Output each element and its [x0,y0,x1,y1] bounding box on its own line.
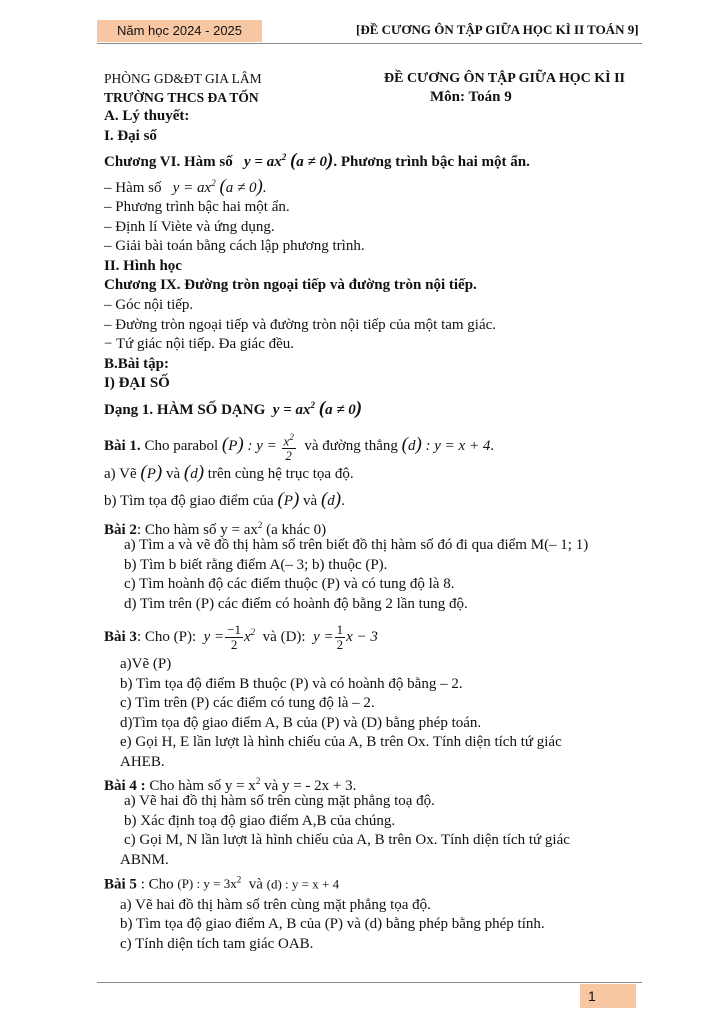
exercise-3-label: Bài 3 [104,629,137,645]
exercise-2c: c) Tìm hoành độ các điểm thuộc (P) và có tung độ là 8. [124,576,455,592]
fraction-x2-over-2: $\frac{x^2}{2}$ [283,432,294,464]
department-name: PHÒNG GD&ĐT GIA LÂM [104,71,262,86]
exercise-2a: a) Tìm a và vẽ đồ thị hàm số trên biết đồ thị hàm số đó đi qua điểm M(– 1; 1) [124,537,589,553]
geometry-item-3: − Tứ giác nội tiếp. Đa giác đều. [104,336,295,352]
exercise-4c: c) Gọi M, N lần lượt là hình chiếu của A, B trên Ox. Tính diện tích tứ giác [124,832,570,848]
fraction-neg1-over-2: $\frac{-1}{2}$ [227,622,241,653]
exercise-1a-and: và [165,466,181,482]
exercise-3b: b) Tìm tọa độ điểm B thuộc (P) và có hoành độ bằng – 2. [120,676,463,692]
exercise-1b-and: và [303,493,318,509]
geometry-heading: II. Hình học [104,258,182,274]
exercise-2: Bài 2: Cho hàm số $y = ax^2$ (a khác 0) [104,520,327,538]
theory-heading: A. Lý thuyết: [104,108,190,124]
exercise-5: Bài 5 : Cho (P) : $y = 3x^2$ và (d) : y = x + 4 [104,875,340,893]
algebra-heading: I. Đại số [104,128,157,144]
chapter-6-label-end: . Phương trình bậc hai một ẩn. [333,154,530,170]
outline-title: ĐỀ CƯƠNG ÔN TẬP GIỮA HỌC KÌ II [384,71,626,86]
exercise-2-tail: (a khác 0) [262,522,327,538]
exercise-3d: d)Tìm tọa độ giao điểm A, B của (P) và (D) bằng phép toán. [120,715,482,731]
exercise-1a-label: a) Vẽ [104,466,137,482]
exercise-1: Bài 1. Cho parabol (P) : y = $\frac{x^2}{2}$ và đường thẳng (d) : y = x + 4. [104,432,495,464]
exercise-2d: d) Tìm trên (P) các điểm có hoành độ bằng 2 lần tung độ. [124,596,468,612]
exercise-1a-end: trên cùng hệ trục tọa độ. [207,466,354,482]
type-1-heading: Dạng 1. HÀM SỐ DẠNG $y = ax^2$ (a ≠ 0) [104,398,363,419]
exercise-3: Bài 3: Cho (P): y = $\frac{-1}{2}$ $x^2$ và (D): y = $\frac{1}{2}$ x − 3 [104,622,378,653]
exercise-1-label: Bài 1. [104,438,141,455]
exercise-1-and: và đường thẳng [304,438,398,455]
header-divider [97,43,642,44]
exercise-2b: b) Tìm b biết rằng điểm A(– 3; b) thuộc (P). [124,557,388,573]
school-name: TRƯỜNG THCS ĐA TỐN [104,90,259,105]
exercise-5-text: : Cho [136,876,174,893]
exercise-5-label: Bài 5 [104,876,137,893]
exercise-3e-cont: AHEB. [120,754,165,770]
subject-label: Môn: Toán 9 [430,89,512,105]
exercise-4-tail: và y = - 2x + 3. [260,778,357,794]
theory-item-2: – Phương trình bậc hai một ẩn. [104,199,290,215]
exercise-4: Bài 4 : Cho hàm số $y = x^2$ và y = - 2x + 3. [104,776,357,794]
exercise-5-and: và [248,876,263,893]
geometry-item-2: – Đường tròn ngoại tiếp và đường tròn nội tiếp của một tam giác. [104,317,497,333]
exercise-5b: b) Tìm tọa độ giao điểm A, B của (P) và (d) bằng phép bằng phép tính. [120,916,545,932]
exercise-4c-cont: ABNM. [120,852,169,868]
theory-item-3: – Định lí Viète và ứng dụng. [104,219,275,235]
school-year-badge: Năm học 2024 - 2025 [97,20,262,42]
exercise-3-text: : Cho (P): [136,629,197,645]
exercise-2-label: Bài 2 [104,522,137,538]
chapter-9-title: Chương IX. Đường tròn ngoại tiếp và đường tròn nội tiếp. [104,277,477,293]
exercise-1b: b) Tìm tọa độ giao điểm của (P) và (d). [104,489,345,510]
exercise-3a: a)Vẽ (P) [120,656,172,672]
exercise-1b-label: b) Tìm tọa độ giao điểm của [104,493,274,509]
chapter-6-label: Chương VI. Hàm số [104,154,233,170]
exercise-5c: c) Tính diện tích tam giác OAB. [120,936,314,952]
exercise-4a: a) Vẽ hai đồ thị hàm số trên cùng mặt phẳng toạ độ. [124,793,435,809]
chapter-6-title: Chương VI. Hàm số $y = ax^2$ (a ≠ 0). Phương trình bậc hai một ẩn. [104,150,530,171]
exercise-5a: a) Vẽ hai đồ thị hàm số trên cùng mặt phẳng tọa độ. [120,897,431,913]
footer-divider [97,982,642,983]
document-header-title: [ĐỀ CƯƠNG ÔN TẬP GIỮA HỌC KÌ II TOÁN 9] [356,22,639,37]
exercise-1a: a) Vẽ (P) và (d) trên cùng hệ trục tọa độ. [104,462,354,483]
theory-item-4: – Giải bài toán bằng cách lập phương trình. [104,238,365,254]
exercise-3-and: và (D): [262,629,306,645]
page-number: 1 [580,984,636,1008]
exercise-3e: e) Gọi H, E lần lượt là hình chiếu của A, B trên Ox. Tính diện tích tứ giác [120,734,562,750]
exercises-heading: B.Bài tập: [104,356,170,372]
theory-item-1-label: – Hàm số [104,180,162,196]
exercise-2-text: : Cho hàm số y = ax [136,522,258,538]
exercise-4-text: Cho hàm số y = x [145,778,256,794]
exercise-3c: c) Tìm trên (P) các điểm có tung độ là – 2. [120,695,375,711]
exercise-4b: b) Xác định toạ độ giao điểm A,B của chúng. [124,813,396,829]
fraction-1-over-2: $\frac{1}{2}$ [336,622,344,653]
type-1-label: Dạng 1. HÀM SỐ DẠNG [104,402,266,418]
exercise-1-text: Cho parabol [140,438,219,455]
algebra-part-heading: I) ĐẠI SỐ [104,375,170,391]
geometry-item-1: – Góc nội tiếp. [104,297,194,313]
exercise-4-label: Bài 4 : [104,778,146,794]
theory-item-1: – Hàm số $y = ax^2$ (a ≠ 0). [104,176,267,197]
